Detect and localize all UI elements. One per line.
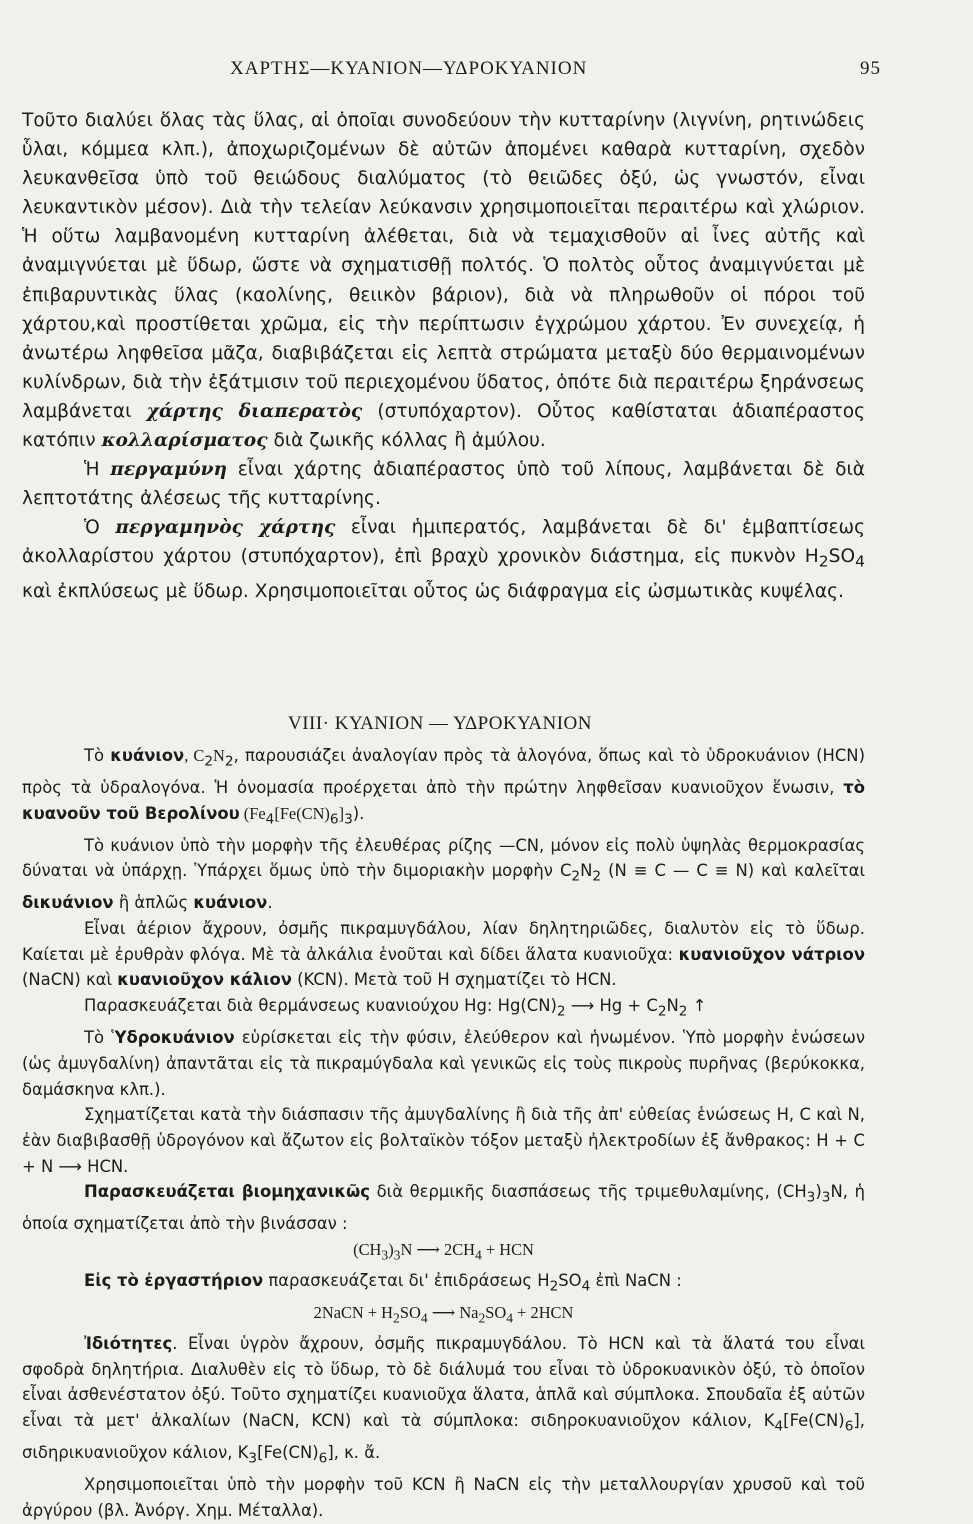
paragraph: Εἰς τὸ ἐργαστήριον παρασκευάζεται δι' ἐπιδράσεως $H_2SO_4$ ἐπὶ NaCN :	[84, 1271, 682, 1295]
paragraph: Ἡ περγαμύνη εἶναι χάρτης ἀδιαπέραστος ὑπὸ τοῦ λίπους, λαμβάνεται δὲ διὰ λεπτοτάτης ἀλέσεως τῆς κυτταρίνης.	[22, 459, 865, 510]
section-heading: VIII· ΚΥΑΝΙΟΝ — ΥΔΡΟΚΥΑΝΙΟΝ	[287, 713, 592, 734]
paragraph: Σχηματίζεται κατὰ τὴν διάσπασιν τῆς ἀμυγδαλίνης ἢ διὰ τῆς ἀπ' εὐθείας ἑνώσεως H, C καὶ N, ἐὰν διαβιβασθῇ ὑδρογόνον καὶ ἄζωτον εἰς βολταϊκὸν τόξον μεταξὺ ἠλεκτροδίων ἐξ ἄνθρακος: H + C + N ⟶ HCN.	[22, 1105, 865, 1176]
paragraph: Εἶναι ἀέριον ἄχρουν, ὀσμῆς πικραμυγδάλου, λίαν δηλητηριῶδες, διαλυτὸν εἰς τὸ ὕδωρ. Καίεται μὲ ἐρυθρὰν φλόγα. Μὲ τὰ ἀλκάλια ἑνοῦται καὶ δίδει ἅλατα κυανιοῦχα: κυανιοῦχον νάτριον (NaCN) καὶ κυανιοῦχον κάλιον (KCN). Μετὰ τοῦ H σχηματίζει τὸ HCN.	[22, 919, 865, 990]
paragraph: Τὸ κυάνιον, $C_2N_2$, παρουσιάζει ἀναλογίαν πρὸς τὰ ἁλογόνα, ὅπως καὶ τὸ ὑδροκυάνιον (HCN) πρὸς τὰ ὑδραλογόνα. Ἡ ὀνομασία προέρχεται ἀπὸ τὴν πρώτην ληφθεῖσαν κυανιοῦχον ἕνωσιν, τὸ κυανοῦν τοῦ Βερολίνου $(Fe_4[Fe(CN)_6]_3)$.	[22, 746, 865, 827]
term-highlight: χάρτης διαπερατὸς	[146, 400, 363, 422]
running-head	[0, 58, 973, 88]
term-highlight: κολλαρίσματος	[101, 430, 268, 452]
paragraph: Ὁ περγαμηνὸς χάρτης εἶναι ἡμιπερατός, λαμβάνεται δὲ δι' ἐμβαπτίσεως ἀκολλαρίστου χάρτου (στυπόχαρτον), ἐπὶ βραχὺ χρονικὸν διάστημα, εἰς πυκνὸν $H_2SO_4$ καὶ ἐκπλύσεως μὲ ὕδωρ. Χρησιμοποιεῖται οὗτος ὡς διάφραγμα εἰς ὠσμωτικὰς κυψέλας.	[22, 517, 865, 603]
paragraph: Παρασκευάζεται βιομηχανικῶς διὰ θερμικῆς διασπάσεως τῆς τριμεθυλαμίνης, $(CH_3)_3N$, ἡ ὁποία σχηματίζεται ἀπὸ τὴν βινάσσαν :	[22, 1182, 865, 1234]
paragraph: Παρασκευάζεται διὰ θερμάνσεως κυανιούχου Hg: $Hg(CN)_2$ ⟶ $Hg + C_2N_2$ ↑	[84, 996, 707, 1020]
term-highlight: περγαμηνὸς χάρτης	[115, 517, 336, 539]
paragraph: Τοῦτο διαλύει ὅλας τὰς ὕλας, αἱ ὁποῖαι συνοδεύουν τὴν κυτταρίνην (λιγνίνη, ρητινώδεις ὗλαι, κόμμεα κλπ.), ἀποχωριζομένων δὲ αὐτῶν ἀπομένει καθαρὰ κυτταρίνη, σχεδὸν λευκανθεῖσα ὑπὸ τοῦ θειώδους διαλύματος (τὸ θειῶδες ὀξύ, ὡς γνωστόν, εἶναι λευκαντικὸν μέσον). Διὰ τὴν τελείαν λεύκανσιν χρησιμοποιεῖται περαιτέρω καὶ χλώριον. Ἡ οὕτω λαμβανομένη κυτταρίνη ἀλέθεται, διὰ νὰ τεμαχισθοῦν αἱ ἶνες αὐτῆς καὶ ἀναμιγνύεται μὲ ὕδωρ, ὥστε νὰ σχηματισθῇ πολτός. Ὁ πολτὸς οὗτος ἀναμιγνύεται μὲ ἐπιβαρυντικὰς ὕλας (καολίνης, θειικὸν βάριον), διὰ νὰ πληρωθοῦν οἱ πόροι τοῦ χάρτου,καὶ προστίθεται χρῶμα, εἰς τὴν περίπτωσιν ἐγχρώμου χάρτου. Ἐν συνεχείᾳ, ἡ ἀνωτέρω ληφθεῖσα μᾶζα, διαβιβάζεται εἰς λεπτὰ στρώματα μεταξὺ δύο θερμαινομένων κυλίνδρων, διὰ τὴν ἐξάτμισιν τοῦ περιεχομένου ὕδατος, ὁπότε διὰ περαιτέρω ξηράνσεως λαμβάνεται χάρτης διαπερατὸς (στυπόχαρτον). Οὗτος καθίσταται ἀδιαπέραστος κατόπιν κολλαρίσματος διὰ ζωικῆς κόλλας ἢ ἀμύλου.	[22, 110, 865, 452]
term-highlight: περγαμύνη	[110, 459, 228, 481]
page-number: 95	[860, 58, 881, 79]
equation: $(CH_3)_3N$ ⟶ $2CH_4$ + HCN	[353, 1240, 534, 1263]
paragraph: Χρησιμοποιεῖται ὑπὸ τὴν μορφὴν τοῦ KCN ἢ NaCN εἰς τὴν μεταλλουργίαν χρυσοῦ καὶ τοῦ ἀργύρου (βλ. Ἀνόργ. Χημ. Μέταλλα).	[22, 1475, 865, 1520]
cyan-section	[22, 743, 865, 1524]
paper-section	[22, 106, 865, 606]
paragraph: Τὸ κυάνιον ὑπὸ τὴν μορφὴν τῆς ἐλευθέρας ρίζης —CN, μόνον εἰς πολὺ ὑψηλὰς θερμοκρασίας δύναται νὰ ὑπάρχῃ. Ὑπάρχει ὅμως ὑπὸ τὴν διμοριακὴν μορφὴν $C_2N_2$ (N ≡ C — C ≡ N) καὶ καλεῖται δικυάνιον ἢ ἁπλῶς κυάνιον.	[22, 835, 865, 913]
equation: 2NaCN + $H_2SO_4$ ⟶ $Na_2SO_4 + 2HCN$	[313, 1303, 574, 1326]
paragraph: Ἰδιότητες. Εἶναι ὑγρὸν ἄχρουν, ὀσμῆς πικραμυγδάλου. Τὸ HCN καὶ τὰ ἅλατά του εἶναι σφοδρὰ δηλητήρια. Διαλυθὲν εἰς τὸ ὕδωρ, τὸ δὲ διάλυμά του εἶναι τὸ ὑδροκυανικὸν ὀξύ, τὸ ὁποῖον εἶναι ἀσθενέστατον ὀξύ. Τοῦτο σχηματίζει κυανιοῦχα ἅλατα, ἁπλᾶ καὶ σύμπλοκα. Σπουδαῖα ἐξ αὐτῶν εἶναι τὰ μετ' ἀλκαλίων (NaCN, KCN) καὶ τὰ σύμπλοκα: σιδηροκυανιοῦχον κάλιον, $K_4[Fe(CN)_6]$, σιδηρικυανιοῦχον κάλιον, $K_3[Fe(CN)_6]$, κ. ἄ.	[22, 1334, 865, 1467]
paragraph: Τὸ Ὑδροκυάνιον εὑρίσκεται εἰς τὴν φύσιν, ἐλεύθερον καὶ ἡνωμένον. Ὑπὸ μορφὴν ἑνώσεων (ὡς ἀμυγδαλίνη) ἀπαντᾶται εἰς τὰ πικραμύγδαλα καὶ γενικῶς εἰς τοὺς πικροὺς πυρῆνας (βερύκοκκα, δαμάσκηνα κλπ.).	[22, 1028, 865, 1099]
running-title: ΧΑΡΤΗΣ—ΚΥΑΝΙΟΝ—ΥΔΡΟΚΥΑΝΙΟΝ	[230, 58, 588, 79]
